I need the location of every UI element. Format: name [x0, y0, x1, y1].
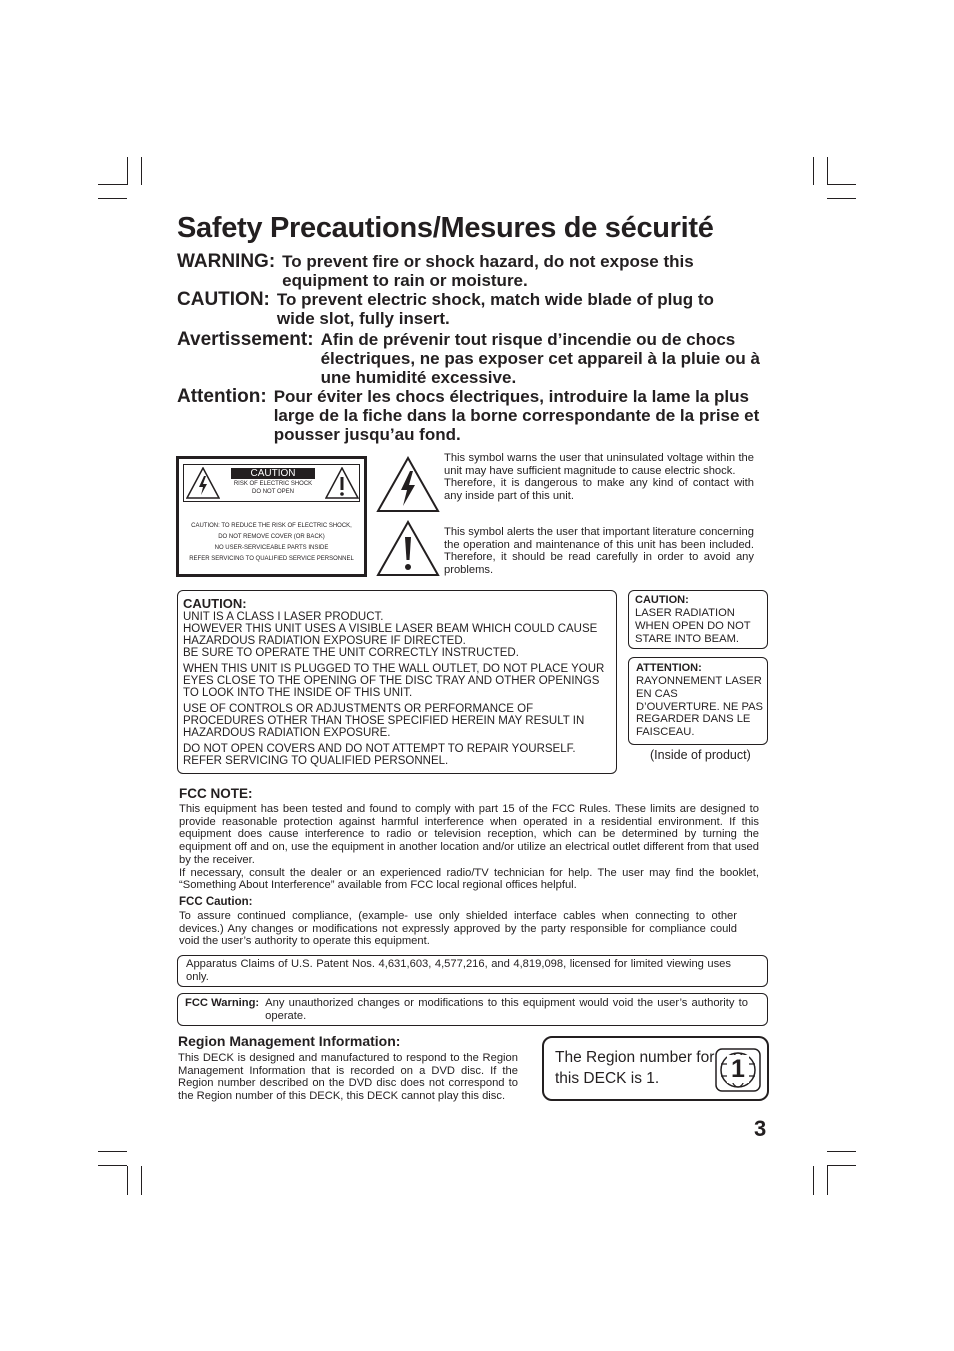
- avertissement-label: Avertissement:: [177, 329, 314, 350]
- caution-label: CAUTION:: [177, 289, 270, 310]
- page-number: 3: [754, 1116, 767, 1141]
- caution-text: To prevent electric shock, match wide blade of plug to wide slot, fully insert.: [276, 290, 714, 328]
- side-attention-box: [628, 657, 768, 745]
- warning-en: [177, 252, 777, 290]
- avertissement-text: Afin de prévenir tout risque d’incendie ou de chocs électriques, ne pas exposer cet appareil à la pluie ou à une humidité excessive.: [320, 330, 760, 387]
- caution-label-line1: RISK OF ELECTRIC SHOCK: [233, 481, 313, 487]
- caution-label-header: CAUTION: [231, 468, 315, 479]
- fcc-warning-label: FCC Warning:: [185, 997, 260, 1009]
- caution-label-body-line: CAUTION: TO REDUCE THE RISK OF ELECTRIC SHOCK,: [191, 523, 352, 529]
- fcc-caution-text: To assure continued compliance, (example- use only shielded interface cables when connecting to other devices.) Any changes or modifications not expressly approved by the party responsible for compliance could void the user’s authority to operate this equipment.: [179, 910, 737, 948]
- region-heading: Region Management Information:: [178, 1033, 401, 1049]
- laser-caution-body: [183, 611, 613, 767]
- laser-caution-para: DO NOT OPEN COVERS AND DO NOT ATTEMPT TO REPAIR YOURSELF. REFER SERVICING TO QUALIFIED PERSONNEL.: [183, 743, 576, 767]
- fcc-note-body: [179, 803, 759, 892]
- caution-en: [177, 290, 777, 328]
- fcc-caution-heading: FCC Caution:: [179, 896, 253, 908]
- caution-label-body-line: REFER SERVICING TO QUALIFIED SERVICE PERSONNEL: [189, 556, 354, 562]
- side-attention-text: RAYONNEMENT LASER EN CAS D’OUVERTURE. NE PAS REGARDER DANS LE FAISCEAU.: [636, 675, 764, 739]
- fcc-warning-row: [185, 997, 760, 1022]
- region-text: This DECK is designed and manufactured to respond to the Region Management Information that is recorded on a DVD disc. If the Region number described on the DVD disc does not correspond to the Region number of this DECK, this DECK cannot play this disc.: [178, 1052, 518, 1103]
- warning-label: WARNING:: [177, 251, 276, 272]
- page-title: Safety Precautions/Mesures de sécurité: [177, 212, 714, 244]
- lightning-description: [444, 452, 754, 503]
- patent-box: [177, 955, 768, 987]
- attention-label: Attention:: [177, 386, 267, 407]
- side-caution-box: [628, 590, 768, 649]
- side-caution-heading: CAUTION:: [635, 594, 689, 606]
- lightning-description-text: This symbol warns the user that uninsulated voltage within the unit may have sufficient magnitude to cause electric shock.: [444, 452, 754, 477]
- patent-text: Apparatus Claims of U.S. Patent Nos. 4,631,603, 4,577,216, and 4,819,098, licensed for limited viewing uses only.: [186, 958, 731, 983]
- lightning-symbol-icon: [376, 456, 440, 513]
- lightning-triangle-icon: [186, 467, 220, 499]
- lightning-description-text-2: Therefore, it is dangerous to make any kind of contact with any inside part of this unit.: [444, 477, 754, 503]
- side-caution-text: LASER RADIATION WHEN OPEN DO NOT STARE INTO BEAM.: [635, 607, 751, 645]
- warning-text: To prevent fire or shock hazard, do not expose this equipment to rain or moisture.: [282, 252, 694, 290]
- caution-label-body-line: DO NOT REMOVE COVER (OR BACK): [218, 534, 325, 540]
- caution-label-body: [179, 521, 364, 565]
- fcc-note-heading: FCC NOTE:: [179, 786, 253, 801]
- fcc-warning-box: [177, 993, 768, 1026]
- laser-caution-heading: CAUTION:: [183, 596, 247, 611]
- exclamation-triangle-icon: [325, 467, 359, 499]
- caution-label-body-line: NO USER-SERVICEABLE PARTS INSIDE: [214, 545, 329, 551]
- side-attention-heading: ATTENTION:: [636, 662, 702, 674]
- region-box: [542, 1036, 769, 1101]
- caution-label-graphic: [176, 456, 367, 577]
- caution-label-risk: [224, 481, 322, 496]
- warning-fr: [177, 330, 777, 387]
- inside-of-product-note: (Inside of product): [650, 748, 751, 762]
- fcc-warning-text: Any unauthorized changes or modifications to this equipment would void the user’s authority to operate.: [265, 997, 748, 1022]
- laser-caution-para: UNIT IS A CLASS I LASER PRODUCT. HOWEVER THIS UNIT USES A VISIBLE LASER BEAM WHICH COULD CAUSE HAZARDOUS RADIATION EXPOSURE IF DIRECTED. BE SURE TO OPERATE THE UNIT CORRECTLY INSTRUCTED.: [183, 611, 598, 659]
- region-box-text: The Region number for this DECK is 1.: [555, 1049, 715, 1087]
- fcc-note-para: This equipment has been tested and found to comply with part 15 of the FCC Rules. These limits are designed to provide reasonable protection against harmful interference when operated in a residential environment. If this equipment does cause interference to radio or television reception, which can be determined by turning the equipment off and on, use the equipment in another location and/or utilize an electrical outlet different from that used by the receiver.: [179, 803, 759, 866]
- caution-fr: [177, 387, 777, 444]
- laser-caution-para: USE OF CONTROLS OR ADJUSTMENTS OR PERFORMANCE OF PROCEDURES OTHER THAN THOSE SPECIFIED HEREIN MAY RESULT IN HAZARDOUS RADIATION EXPOSURE.: [183, 703, 585, 739]
- exclamation-symbol-icon: [376, 520, 440, 577]
- exclamation-description: This symbol alerts the user that important literature concerning the operation and maintenance of this unit has been included. Therefore, it should be read carefully in order to avoid any problems.: [444, 526, 754, 577]
- laser-caution-para: WHEN THIS UNIT IS PLUGGED TO THE WALL OUTLET, DO NOT PLACE YOUR EYES CLOSE TO THE OPENING OF THE DISC TRAY AND OTHER OPENINGS TO LOOK INTO THE INSIDE OF THIS UNIT.: [183, 663, 605, 699]
- caution-label-line2: DO NOT OPEN: [252, 488, 294, 495]
- attention-text: Pour éviter les chocs électriques, introduire la lame la plus large de la fiche dans la borne correspondante de la prise et pousser jusqu’au fond.: [273, 387, 760, 444]
- caution-label-header-box: [183, 464, 360, 502]
- laser-caution-box: [177, 590, 617, 774]
- fcc-note-para: If necessary, consult the dealer or an experienced radio/TV technician for help. The user may find the booklet, “Something About Interference” available from FCC local regional offices helpful.: [179, 866, 759, 892]
- region-number: 1: [727, 1055, 749, 1083]
